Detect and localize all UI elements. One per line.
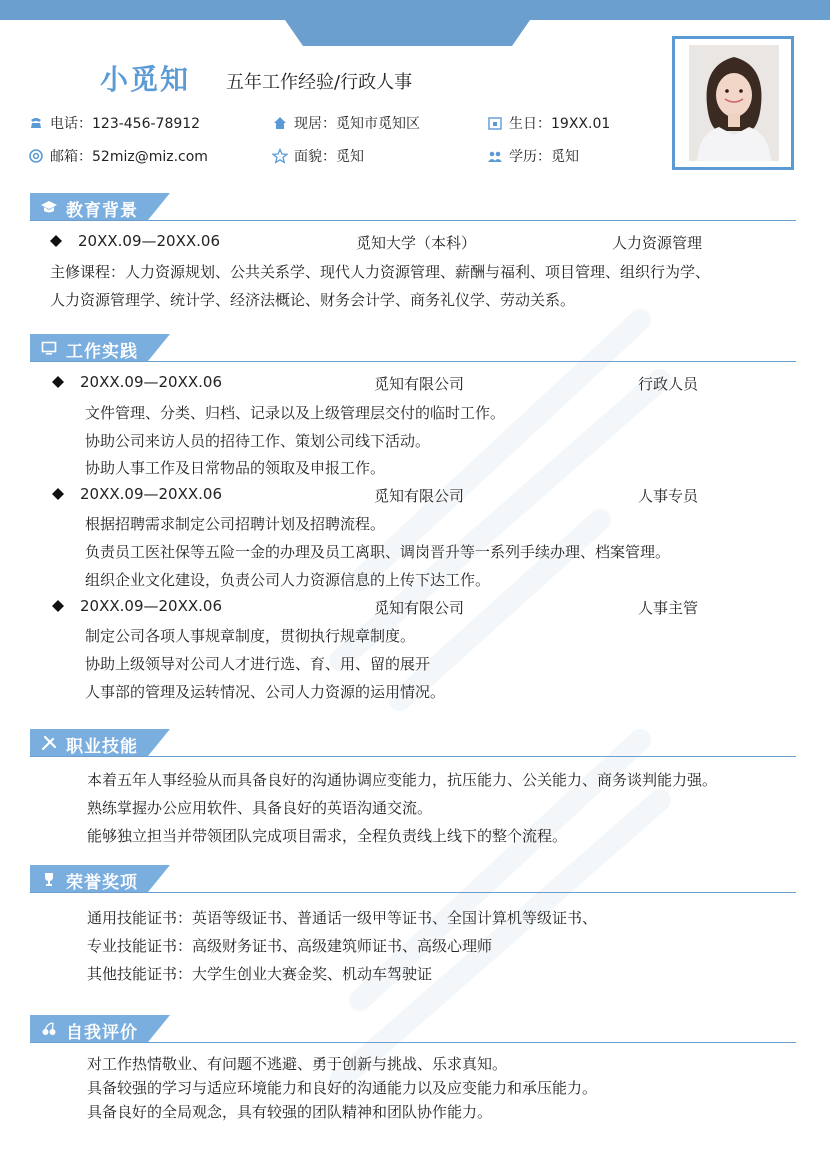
job-role: 人事主管 [638,599,699,617]
section-divider [30,220,796,221]
diamond-bullet-icon [52,600,64,612]
job-company: 觅知有限公司 [374,599,465,617]
skill-line: 熟练掌握办公应用软件、具备良好的英语沟通交流。 [87,799,433,817]
job-title: 五年工作经验/行政人事 [226,72,413,93]
birthday-text: 生日：19XX.01 [509,116,611,132]
education-courses-line-2: 人力资源管理学、统计学、经济法概论、财务会计学、商务礼仪学、劳动关系。 [50,291,576,309]
section-title-skills: 职业技能 [66,737,138,757]
job-role: 行政人员 [638,375,699,393]
section-header-skills [30,729,796,757]
top-bar [0,0,830,20]
job-duty: 负责员工医社保等五险一金的办理及员工离职、调岗晋升等一系列手续办理、档案管理。 [85,543,671,561]
education-school: 觅知大学（本科） [356,234,477,252]
section-divider [30,361,796,362]
section-divider [30,756,796,757]
education-level-info [487,146,579,166]
home-icon [272,115,288,131]
email-info [28,146,208,166]
job-duty: 协助公司来访人员的招待工作、策划公司线下活动。 [85,432,431,450]
job-duty: 根据招聘需求制定公司招聘计划及招聘流程。 [85,515,386,533]
section-header-self-evaluation [30,1015,796,1043]
calendar-icon [487,115,503,131]
diamond-bullet-icon [52,488,64,500]
section-title-honors: 荣誉奖项 [66,873,138,893]
job-duty: 制定公司各项人事规章制度，贯彻执行规章制度。 [85,627,416,645]
monitor-icon [41,340,57,356]
education-major: 人力资源管理 [612,234,703,252]
job-company: 觅知有限公司 [374,487,465,505]
people-icon [487,148,503,164]
self-evaluation-line: 具备较强的学习与适应环境能力和良好的沟通能力以及应变能力和承压能力。 [87,1079,598,1097]
job-period: 20XX.09—20XX.06 [80,485,222,503]
star-icon [272,148,288,164]
section-title-work: 工作实践 [66,342,138,362]
honor-line: 其他技能证书：大学生创业大赛金奖、机动车驾驶证 [87,965,433,983]
cherries-icon [41,1021,57,1037]
section-divider [30,1042,796,1043]
diamond-bullet-icon [52,376,64,388]
phone-text: 电话：123-456-78912 [50,116,201,132]
self-evaluation-line: 具备良好的全局观念，具有较强的团队精神和团队协作能力。 [87,1103,493,1121]
phone-info [28,113,200,133]
politics-text: 面貌：觅知 [294,149,364,165]
residence-text: 现居：觅知市觅知区 [294,116,420,132]
section-title-education: 教育背景 [66,201,138,221]
skill-line: 能够独立担当并带领团队完成项目需求，全程负责线上线下的整个流程。 [87,827,568,845]
section-header-honors [30,865,796,893]
politics-info [272,146,364,166]
email-text: 邮箱：52miz@miz.com [50,149,208,165]
honor-line: 通用技能证书：英语等级证书、普通话一级甲等证书、全国计算机等级证书、 [87,909,598,927]
phone-icon [28,115,44,131]
job-period: 20XX.09—20XX.06 [80,373,222,391]
section-title-self-evaluation: 自我评价 [66,1023,138,1043]
profile-photo [689,45,779,161]
job-duty: 人事部的管理及运转情况、公司人力资源的运用情况。 [85,683,446,701]
job-duty: 组织企业文化建设，负责公司人力资源信息的上传下达工作。 [85,571,491,589]
section-header-education [30,193,796,221]
residence-info [272,113,420,133]
self-evaluation-line: 对工作热情敬业、有问题不逃避、勇于创新与挑战、乐求真知。 [87,1055,508,1073]
profile-photo-frame [672,36,794,170]
at-sign-icon [28,148,44,164]
job-duty: 文件管理、分类、归档、记录以及上级管理层交付的临时工作。 [85,404,506,422]
education-courses-line-1: 主修课程：人力资源规划、公共关系学、现代人力资源管理、薪酬与福利、项目管理、组织行为学、 [50,263,711,281]
trophy-icon [41,871,57,887]
job-duty: 协助上级领导对公司人才进行选、育、用、留的展开 [85,655,431,673]
education-level-text: 学历：觅知 [509,149,579,165]
candidate-name: 小觅知 [100,63,191,96]
job-role: 人事专员 [638,487,699,505]
skill-line: 本着五年人事经验从而具备良好的沟通协调应变能力，抗压能力、公关能力、商务谈判能力强。 [87,771,718,789]
honor-line: 专业技能证书：高级财务证书、高级建筑师证书、高级心理师 [87,937,493,955]
graduation-cap-icon [41,199,57,215]
section-divider [30,892,796,893]
job-company: 觅知有限公司 [374,375,465,393]
job-period: 20XX.09—20XX.06 [80,597,222,615]
diamond-bullet-icon [50,235,62,247]
job-duty: 协助人事工作及日常物品的领取及申报工作。 [85,459,386,477]
education-period: 20XX.09—20XX.06 [78,232,220,250]
section-header-work [30,334,796,362]
birthday-info [487,113,610,133]
tools-icon [41,735,57,751]
